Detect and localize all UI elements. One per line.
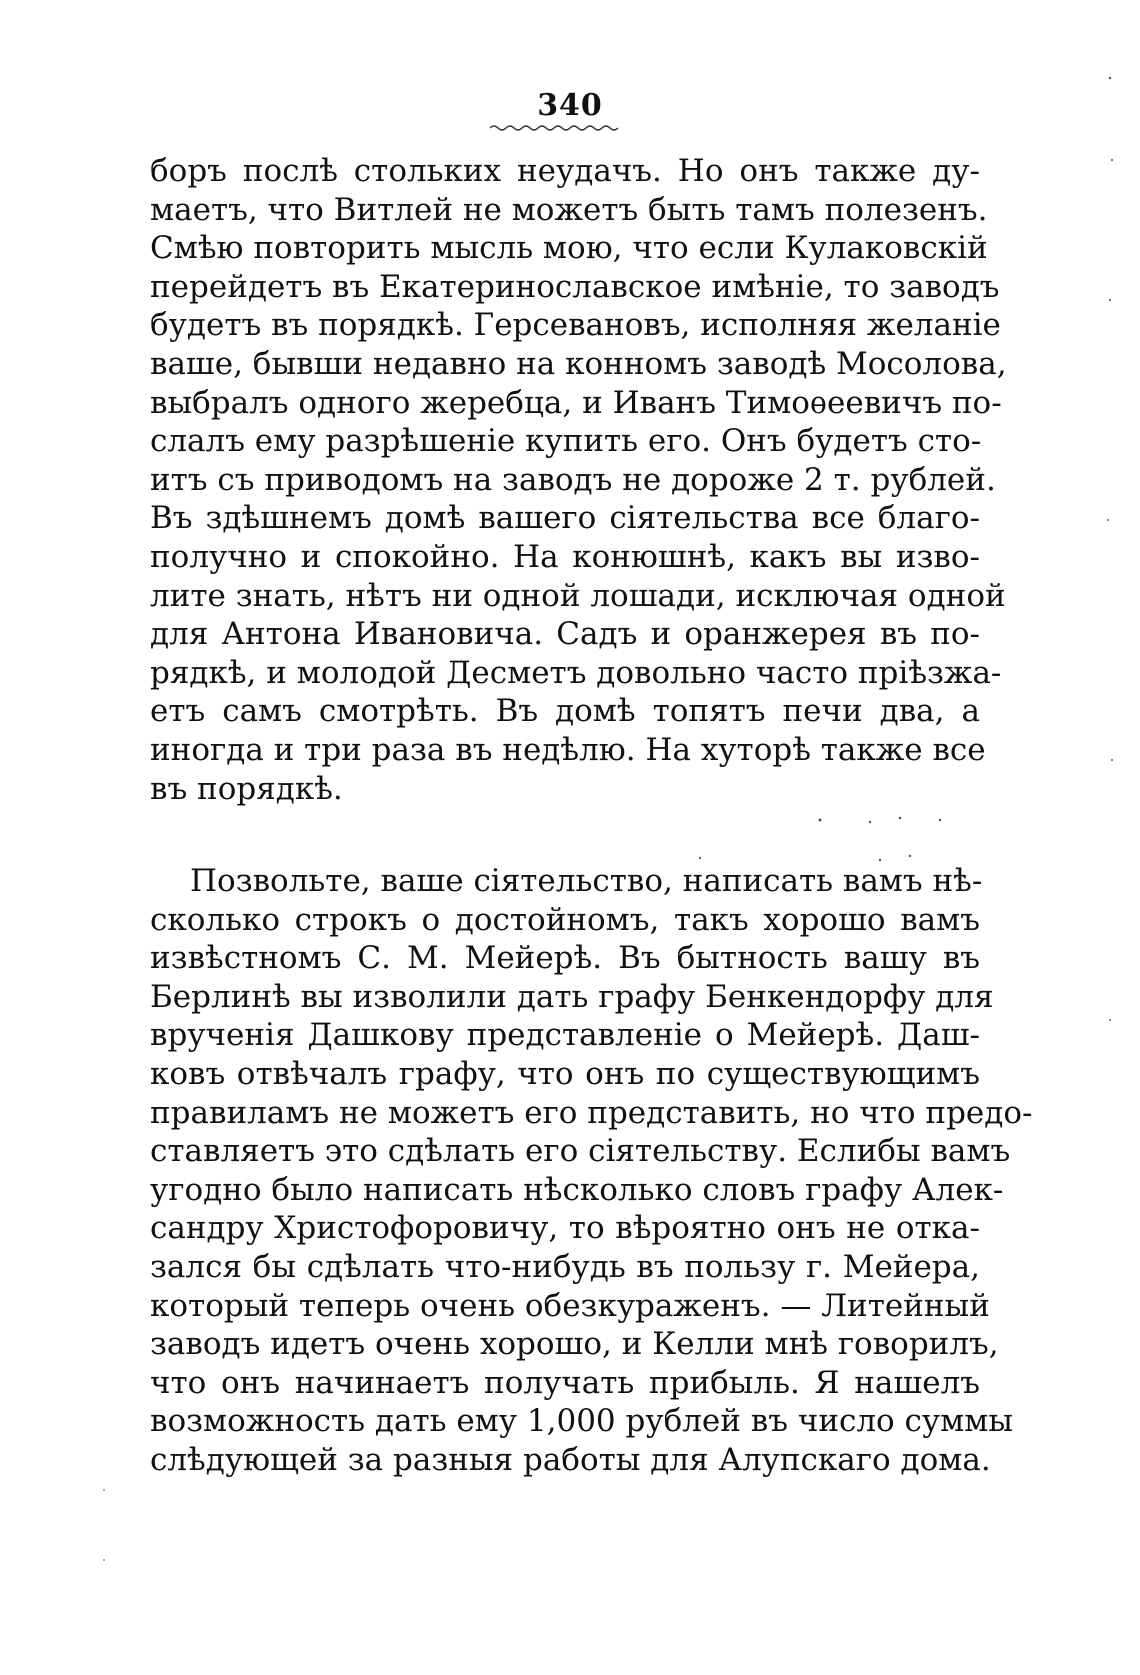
text-line: етъ самъ смотрѣть. Въ домѣ топятъ печи два, а: [150, 693, 980, 730]
text-line: рядкѣ, и молодой Десметъ довольно часто пріѣзжа-: [150, 654, 1002, 691]
text-line: итъ съ приводомъ на заводъ не дороже 2 т. рублей.: [150, 461, 996, 498]
text-line: Берлинѣ вы изволили дать графу Бенкендорфу для: [150, 978, 994, 1015]
text-line: выбралъ одного жеребца, и Иванъ Тимоѳеевичъ по-: [150, 384, 1002, 421]
text-line: для Антона Ивановича. Садъ и оранжерея въ по-: [150, 616, 980, 653]
text-line: заводъ идетъ очень хорошо, и Келли мнѣ говорилъ,: [150, 1326, 999, 1363]
text-line: Смѣю повторить мысль мою, что если Кулаковскій: [150, 230, 988, 267]
text-line: будетъ въ порядкѣ. Герсевановъ, исполняя желаніе: [150, 307, 1001, 344]
text-line: въ порядкѣ.: [150, 770, 343, 807]
text-line: что онъ начинаетъ получать прибыль. Я нашелъ: [150, 1364, 980, 1401]
text-line: сандру Христофоровичу, то вѣроятно онъ не отка-: [150, 1210, 980, 1247]
text-line: который теперь очень обезкураженъ. — Литейный: [150, 1287, 990, 1324]
text-line: маетъ, что Витлей не можетъ быть тамъ полезенъ.: [150, 191, 988, 228]
text-line: Въ здѣшнемъ домѣ вашего сіятельства все благо-: [150, 500, 980, 537]
text-line: получно и спокойно. На конюшнѣ, какъ вы изво-: [150, 538, 980, 575]
text-line: Позвольте, ваше сіятельство, написать вамъ нѣ-: [190, 863, 983, 899]
text-line: зался бы сдѣлать что-нибудь въ пользу г. Мейера,: [150, 1248, 980, 1285]
text-line: иногда и три раза въ недѣлю. На хуторѣ также все: [150, 731, 986, 768]
text-line: слѣдующей за разныя работы для Алупскаго дома.: [150, 1441, 991, 1478]
text-line: слалъ ему разрѣшеніе купить его. Онъ будетъ сто-: [150, 423, 982, 460]
text-line: сколько строкъ о достойномъ, такъ хорошо вамъ: [150, 901, 980, 938]
text-line: извѣстномъ С. М. Мейерѣ. Въ бытность вашу въ: [150, 940, 980, 977]
text-line: правиламъ не можетъ его представить, но что предо-: [150, 1094, 1033, 1131]
text-line: возможность дать ему 1,000 рублей въ число суммы: [150, 1403, 1014, 1440]
text-line: боръ послѣ стольких неудачъ. Но онъ также ду-: [150, 153, 980, 189]
text-line: ставляетъ это сдѣлать его сіятельству. Еслибы вамъ: [150, 1133, 1011, 1170]
text-line: перейдетъ въ Екатеринославское имѣніе, то заводъ: [150, 268, 1000, 305]
text-line: угодно было написать нѣсколько словъ графу Алек-: [150, 1171, 1004, 1208]
page-number: 340: [537, 88, 603, 123]
text-line: ваше, бывши недавно на конномъ заводѣ Мосолова,: [150, 345, 1007, 382]
text-line: ковъ отвѣчалъ графу, что онъ по существующимъ: [150, 1055, 980, 1092]
text-line: врученія Дашкову представленіе о Мейерѣ. Даш-: [150, 1017, 980, 1054]
text-line: лите знать, нѣтъ ни одной лошади, исключая одной: [150, 577, 1006, 614]
